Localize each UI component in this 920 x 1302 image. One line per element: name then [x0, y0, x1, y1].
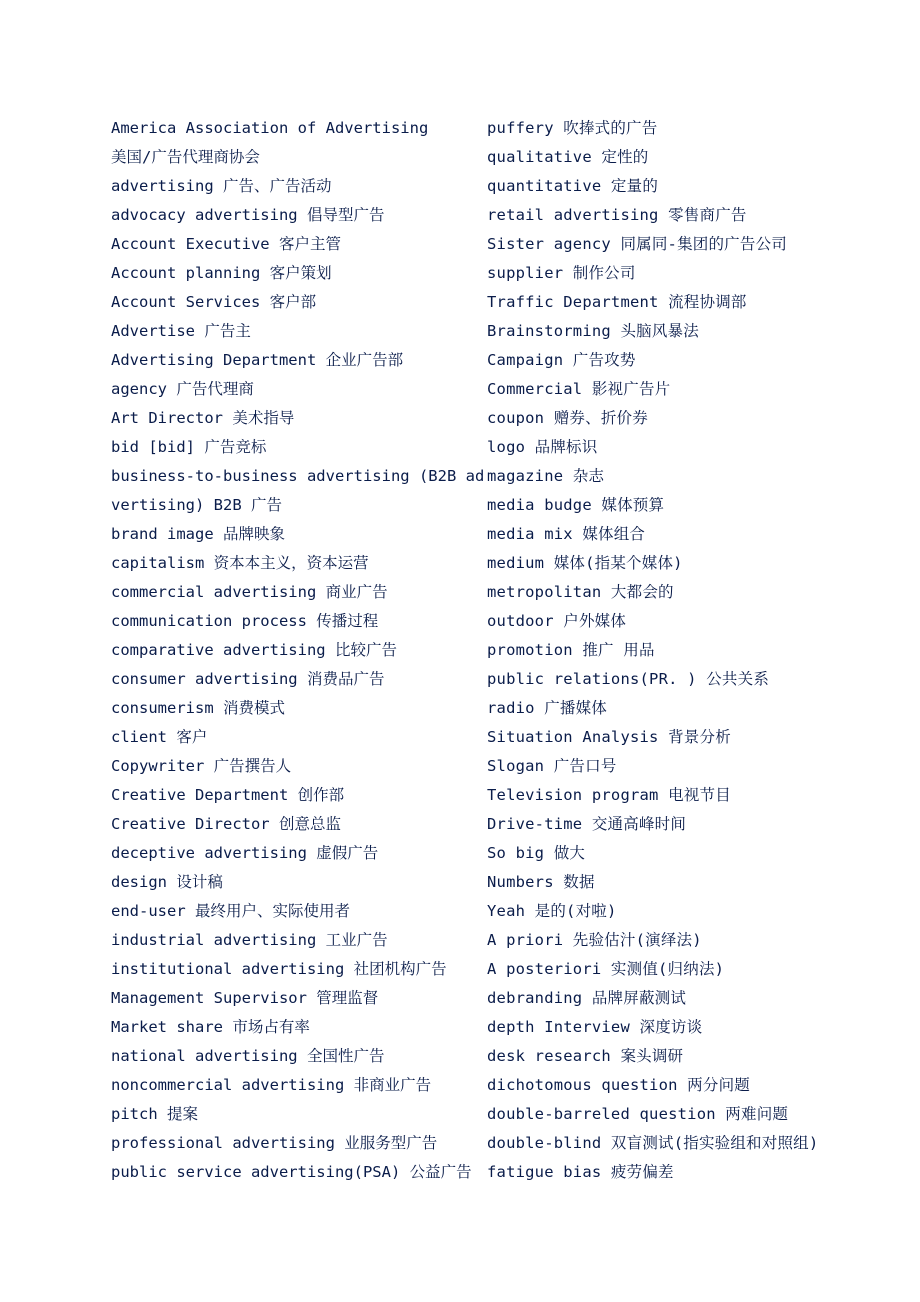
- glossary-entry: outdoor 户外媒体: [487, 612, 627, 630]
- glossary-entry: consumerism 消费模式: [111, 699, 285, 717]
- glossary-entry: noncommercial advertising 非商业广告: [111, 1076, 432, 1094]
- glossary-entry: Advertise 广告主: [111, 322, 251, 340]
- glossary-entry: logo 品牌标识: [487, 438, 598, 456]
- glossary-entry: metropolitan 大都会的: [487, 583, 674, 601]
- glossary-entry: media mix 媒体组合: [487, 525, 646, 543]
- glossary-entry: Copywriter 广告撰告人: [111, 757, 292, 775]
- glossary-entry: national advertising 全国性广告: [111, 1047, 385, 1065]
- glossary-entry: agency 广告代理商: [111, 380, 254, 398]
- glossary-entry: capitalism 资本本主义，资本运营: [111, 554, 369, 572]
- glossary-entry: promotion 推广 用品: [487, 641, 655, 659]
- glossary-entry: Creative Director 创意总监: [111, 815, 341, 833]
- glossary-entry: A posteriori 实测值(归纳法): [487, 960, 725, 978]
- glossary-entry: fatigue bias 疲劳偏差: [487, 1163, 674, 1181]
- glossary-entry: comparative advertising 比较广告: [111, 641, 397, 659]
- glossary-entry: industrial advertising 工业广告: [111, 931, 388, 949]
- glossary-entry: public service advertising(PSA) 公益广告: [111, 1163, 472, 1181]
- glossary-entry: magazine 杂志: [487, 467, 605, 485]
- glossary-entry: Sister agency 同属同-集团的广告公司: [487, 235, 787, 253]
- glossary-left-column: [111, 114, 483, 1187]
- glossary-entry: 美国/广告代理商协会: [111, 148, 260, 166]
- glossary-entry: America Association of Advertising: [111, 119, 429, 137]
- glossary-entry: Traffic Department 流程协调部: [487, 293, 747, 311]
- glossary-entry: retail advertising 零售商广告: [487, 206, 747, 224]
- glossary-entry: puffery 吹捧式的广告: [487, 119, 658, 137]
- glossary-entry: supplier 制作公司: [487, 264, 636, 282]
- glossary-entry: public relations(PR. ) 公共关系: [487, 670, 770, 688]
- glossary-entry: advocacy advertising 倡导型广告: [111, 206, 385, 224]
- glossary-entry: Television program 电视节目: [487, 786, 731, 804]
- glossary-entry: quantitative 定量的: [487, 177, 659, 195]
- glossary-entry: Commercial 影视广告片: [487, 380, 671, 398]
- glossary-entry: A priori 先验估汁(演绎法): [487, 931, 702, 949]
- glossary-entry: double-blind 双盲测试(指实验组和对照组): [487, 1134, 819, 1152]
- glossary-entry: Slogan 广告口号: [487, 757, 617, 775]
- glossary-entry: deceptive advertising 虚假广告: [111, 844, 379, 862]
- glossary-entry: double-barreled question 两难问题: [487, 1105, 789, 1123]
- glossary-entry: coupon 赠券、折价券: [487, 409, 648, 427]
- glossary-entry: pitch 提案: [111, 1105, 198, 1123]
- glossary-entry: dichotomous question 两分问题: [487, 1076, 750, 1094]
- glossary-entry: Brainstorming 头脑风暴法: [487, 322, 699, 340]
- glossary-entry: commercial advertising 商业广告: [111, 583, 388, 601]
- glossary-entry: desk research 案头调研: [487, 1047, 684, 1065]
- glossary-entry: brand image 品牌映象: [111, 525, 285, 543]
- glossary-entry: consumer advertising 消费品广告: [111, 670, 385, 688]
- glossary-entry: Yeah 是的(对啦): [487, 902, 617, 920]
- glossary-entry: radio 广播媒体: [487, 699, 607, 717]
- glossary-entry: depth Interview 深度访谈: [487, 1018, 703, 1036]
- glossary-entry: medium 媒体(指某个媒体): [487, 554, 683, 572]
- glossary-entry: debranding 品牌屏蔽测试: [487, 989, 687, 1007]
- glossary-entry: Art Director 美术指导: [111, 409, 295, 427]
- glossary-entry: advertising 广告、广告活动: [111, 177, 332, 195]
- glossary-entry: Situation Analysis 背景分析: [487, 728, 731, 746]
- glossary-entry: Advertising Department 企业广告部: [111, 351, 404, 369]
- glossary-entry: vertising) B2B 广告: [111, 496, 282, 514]
- glossary-entry: Account Executive 客户主管: [111, 235, 341, 253]
- glossary-entry: end-user 最终用户、实际使用者: [111, 902, 350, 920]
- glossary-entry: institutional advertising 社团机构广告: [111, 960, 447, 978]
- glossary-right-column: [487, 114, 907, 1187]
- glossary-entry: Management Supervisor 管理监督: [111, 989, 379, 1007]
- glossary-entry: Campaign 广告攻势: [487, 351, 636, 369]
- glossary-entry: Account planning 客户策划: [111, 264, 332, 282]
- glossary-entry: design 设计稿: [111, 873, 223, 891]
- glossary-entry: Creative Department 创作部: [111, 786, 345, 804]
- glossary-entry: Numbers 数据: [487, 873, 595, 891]
- glossary-entry: business-to-business advertising (B2B ad: [111, 467, 485, 485]
- glossary-entry: Market share 市场占有率: [111, 1018, 310, 1036]
- glossary-entry: qualitative 定性的: [487, 148, 649, 166]
- glossary-entry: communication process 传播过程: [111, 612, 379, 630]
- glossary-entry: Account Services 客户部: [111, 293, 317, 311]
- glossary-entry: Drive-time 交通高峰时间: [487, 815, 687, 833]
- glossary-entry: So big 做大: [487, 844, 586, 862]
- glossary-entry: media budge 媒体预算: [487, 496, 665, 514]
- glossary-entry: professional advertising 业服务型广告: [111, 1134, 438, 1152]
- glossary-entry: bid [bid] 广告竞标: [111, 438, 267, 456]
- glossary-entry: client 客户: [111, 728, 208, 746]
